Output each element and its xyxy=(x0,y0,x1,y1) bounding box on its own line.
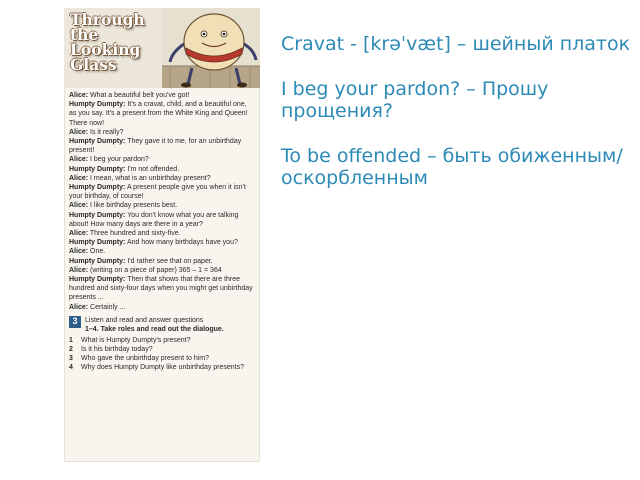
line-text: What a beautiful belt you've got! xyxy=(88,92,190,99)
humpty-dumpty-illustration xyxy=(162,8,260,88)
speaker: Humpty Dumpty: xyxy=(69,239,126,247)
question-item xyxy=(69,363,255,372)
speaker: Alice: xyxy=(69,230,89,238)
line-text: One. xyxy=(88,248,106,256)
speaker: Alice: xyxy=(69,202,89,210)
vocabulary-notes xyxy=(281,33,633,212)
question-number: 4 xyxy=(69,363,73,371)
dialogue-line xyxy=(69,128,255,137)
speaker: Alice: xyxy=(69,248,89,256)
question-item xyxy=(69,345,255,354)
dialogue-line xyxy=(69,165,255,174)
dialogue-line xyxy=(69,247,255,256)
speaker: Humpty Dumpty: xyxy=(69,257,126,265)
dialogue-line xyxy=(69,100,255,128)
dialogue-line xyxy=(69,257,255,266)
dialogue-line xyxy=(69,137,255,155)
dialogue-line xyxy=(69,174,255,183)
dialogue-line xyxy=(69,211,255,229)
speaker: Alice: xyxy=(69,128,89,136)
dialogue-line xyxy=(69,201,255,210)
question-text: Is it his birthday today? xyxy=(81,345,153,353)
dialogue-line xyxy=(69,229,255,238)
question-text: What is Humpty Dumpty's present? xyxy=(81,336,191,344)
dialogue-line xyxy=(69,155,255,164)
story-title xyxy=(70,12,156,72)
exercise-number-badge: 3 xyxy=(69,316,81,328)
line-text: It's a cravat, child, and a beautiful one, as you say. It's a present from the White King and Queen! There now! xyxy=(69,101,248,127)
exercise-block xyxy=(64,312,260,372)
line-text: They gave it to me, for an unbirthday present! xyxy=(69,138,242,155)
question-number: 3 xyxy=(69,354,73,362)
speaker: Alice: xyxy=(69,92,89,99)
line-text: I'm not offended. xyxy=(125,165,180,173)
speaker: Humpty Dumpty: xyxy=(69,211,126,219)
dialogue-line xyxy=(69,238,255,247)
dialogue-line xyxy=(69,266,255,275)
speaker: Humpty Dumpty: xyxy=(69,101,126,109)
line-text: And how many birthdays have you? xyxy=(125,239,238,247)
speaker: Alice: xyxy=(69,156,89,164)
vocab-entry-beg-pardon: I beg your pardon? – Прошу прощения? xyxy=(281,77,549,122)
question-item xyxy=(69,354,255,363)
question-number: 1 xyxy=(69,336,73,344)
title-line: the xyxy=(70,25,99,44)
line-text: A present people give you when it isn't your birthday, of course! xyxy=(69,184,246,201)
line-text: I beg your pardon? xyxy=(88,156,149,164)
line-text: I like birthday presents best. xyxy=(88,202,178,210)
speaker: Alice: xyxy=(69,174,89,182)
exercise-instruction: 1–4. Take roles and read out the dialogue. xyxy=(85,325,224,333)
question-text: Why does Humpty Dumpty like unbirthday presents? xyxy=(81,363,245,371)
speaker: Humpty Dumpty: xyxy=(69,276,126,284)
exercise-instructions xyxy=(85,316,224,334)
dialogue-text xyxy=(64,88,260,312)
vocab-entry-cravat: Cravat - [krəˈvæt] – шейный платок xyxy=(281,33,631,55)
exercise-instruction: Listen and read and answer questions xyxy=(85,316,204,324)
line-text: Is it really? xyxy=(88,128,124,136)
dialogue-line xyxy=(69,183,255,201)
dialogue-line xyxy=(69,275,255,303)
speaker: Humpty Dumpty: xyxy=(69,138,126,146)
question-item xyxy=(69,336,255,345)
speaker: Humpty Dumpty: xyxy=(69,165,126,173)
exercise-header xyxy=(69,316,255,334)
line-text: I'd rather see that on paper. xyxy=(125,257,213,265)
line-text: (writing on a piece of paper) 365 – 1 = 364 xyxy=(88,266,222,274)
line-text: Certainly ... xyxy=(88,303,126,311)
dialogue-line xyxy=(69,91,255,100)
line-text: I mean, what is an unbirthday present? xyxy=(88,174,211,182)
vocab-entry-offended: To be offended – быть обиженным/оскорбленным xyxy=(281,144,623,189)
page-header xyxy=(64,8,260,88)
textbook-page xyxy=(64,8,260,462)
dialogue-line xyxy=(69,303,255,312)
title-line: Looking xyxy=(70,40,141,59)
line-text: Then that shows that there are three hundred and sixty-four days when you might get unbirthday presents ... xyxy=(69,276,253,302)
title-line: Through xyxy=(70,10,145,29)
speaker: Humpty Dumpty: xyxy=(69,184,126,192)
speaker: Alice: xyxy=(69,266,89,274)
question-text: Who gave the unbirthday present to him? xyxy=(81,354,210,362)
line-text: You don't know what you are talking about! How many days are there in a year? xyxy=(69,211,239,228)
question-number: 2 xyxy=(69,345,73,353)
speaker: Alice: xyxy=(69,303,89,311)
title-line: Glass xyxy=(70,55,117,74)
line-text: Three hundred and sixty-five. xyxy=(88,230,181,238)
